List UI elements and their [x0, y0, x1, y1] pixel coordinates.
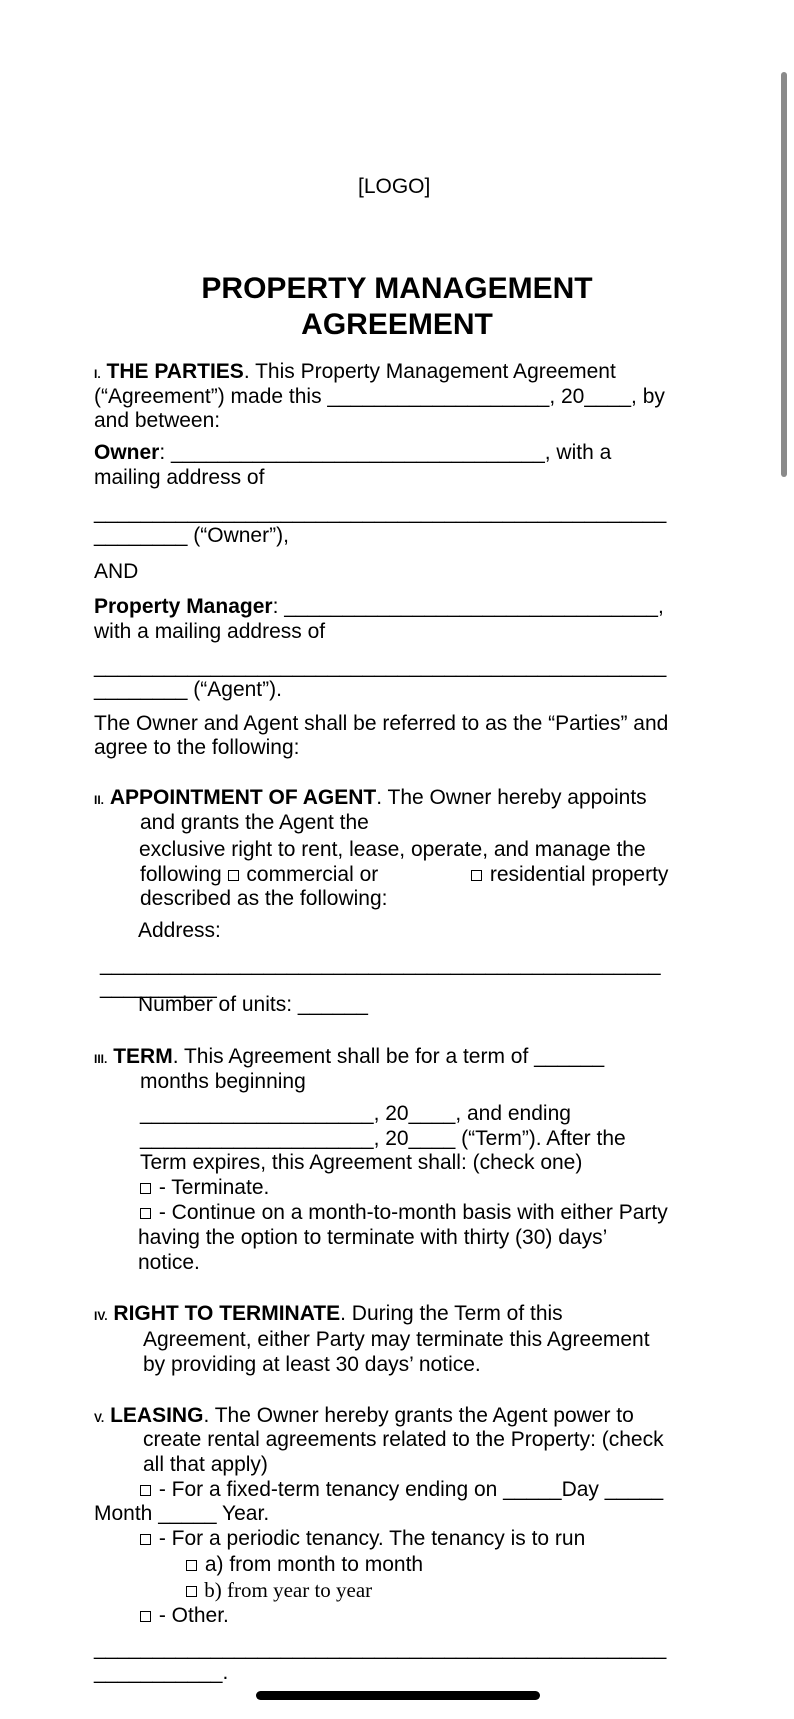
periodic-checkbox[interactable] [140, 1534, 151, 1545]
appointment-heading-line [94, 785, 647, 813]
other-blank-end: ___________. [94, 1661, 229, 1684]
section-numeral: I. [94, 367, 101, 381]
address-blank: ________________________________________________ [100, 953, 661, 976]
appointment-text: exclusive right to rent, lease, operate, and manage the [139, 838, 646, 861]
terminate-checkbox[interactable] [140, 1183, 151, 1194]
pm-address-blank: _________________________________________________ [94, 655, 667, 678]
appointment-text: following [140, 863, 222, 886]
owner-address-blank: _________________________________________________ [94, 501, 667, 524]
section-numeral: V. [94, 1411, 105, 1425]
parties-closing: The Owner and Agent shall be referred to as the “Parties” and [94, 712, 669, 735]
document-title-line1: PROPERTY MANAGEMENT [201, 272, 593, 305]
home-indicator[interactable] [256, 1691, 540, 1700]
year-to-year-checkbox[interactable] [186, 1586, 197, 1597]
appointment-text: described as the following: [140, 887, 388, 910]
owner-name-blank: : ________________________________, with a [159, 441, 612, 464]
commercial-checkbox[interactable] [228, 870, 239, 881]
parties-closing: agree to the following: [94, 736, 300, 759]
section-text: . This Property Management Agreement [243, 360, 616, 383]
section-numeral: II. [94, 793, 105, 807]
owner-text: mailing address of [94, 466, 265, 489]
residential-checkbox[interactable] [471, 870, 482, 881]
terminate-text: by providing at least 30 days’ notice. [143, 1353, 481, 1376]
term-heading-line [94, 1044, 604, 1072]
property-manager-blank: : ________________________________, [272, 595, 664, 618]
pm-line [94, 594, 664, 619]
leasing-text: create rental agreements related to the Property: (check [143, 1428, 664, 1451]
property-manager-label: Property Manager [94, 595, 273, 618]
terminate-label: - Terminate. [158, 1176, 270, 1199]
address-label: Address: [138, 919, 221, 942]
pm-text: with a mailing address of [94, 620, 326, 643]
periodic-label: - For a periodic tenancy. The tenancy is to run [158, 1527, 586, 1550]
section-numeral: III. [94, 1052, 108, 1066]
section-heading: RIGHT TO TERMINATE [113, 1302, 341, 1325]
term-text: having the option to terminate with thirty (30) days’ [138, 1226, 608, 1249]
other-blank: _________________________________________________ [94, 1637, 667, 1660]
document-title-line2: AGREEMENT [301, 308, 493, 341]
year-to-year-label: b) from year to year [204, 1578, 373, 1602]
month-to-month-suboption [186, 1552, 423, 1577]
address-blank-end: __________ [100, 976, 217, 999]
other-checkbox[interactable] [140, 1611, 151, 1622]
property-type-line [140, 862, 378, 887]
month-to-month-sub-checkbox[interactable] [186, 1560, 197, 1571]
residential-label: residential property [489, 863, 669, 886]
fixed-term-label: - For a fixed-term tenancy ending on _____Day _____ [158, 1478, 664, 1501]
and-text: AND [94, 560, 139, 583]
residential-option [471, 862, 668, 887]
section-heading: THE PARTIES [106, 360, 244, 383]
section-heading: TERM [113, 1045, 173, 1068]
section-text: . This Agreement shall be for a term of ______ [172, 1045, 605, 1068]
term-start-date: ____________________, 20____, and ending [140, 1102, 571, 1125]
vertical-scrollbar[interactable] [781, 72, 787, 477]
term-end-date: ____________________, 20____ (“Term”). After the [140, 1127, 626, 1150]
term-text: months beginning [140, 1070, 306, 1093]
section-heading: APPOINTMENT OF AGENT [109, 786, 377, 809]
section-text: . During the Term of this [340, 1302, 563, 1325]
parties-text: (“Agreement”) made this ___________________, 20____, by [94, 385, 665, 408]
fixed-term-checkbox[interactable] [140, 1485, 151, 1496]
month-to-month-sub-label: a) from month to month [204, 1553, 424, 1576]
periodic-option [140, 1526, 585, 1551]
pm-address-end: ________ (“Agent”). [94, 678, 282, 701]
month-to-month-checkbox[interactable] [140, 1208, 151, 1219]
term-text: notice. [138, 1251, 200, 1274]
other-label: - Other. [158, 1604, 229, 1627]
terminate-option [140, 1175, 269, 1200]
section-text: . The Owner hereby grants the Agent power to [203, 1404, 634, 1427]
term-text: Term expires, this Agreement shall: (check one) [140, 1151, 583, 1174]
commercial-label: commercial or [246, 863, 379, 886]
owner-address-end: ________ (“Owner”), [94, 524, 289, 547]
leasing-text: Month _____ Year. [94, 1502, 270, 1525]
section-heading: LEASING [110, 1404, 204, 1427]
section-text: . The Owner hereby appoints [376, 786, 647, 809]
appointment-text: and grants the Agent the [140, 811, 369, 834]
leasing-text: all that apply) [143, 1453, 268, 1476]
parties-text: and between: [94, 409, 221, 432]
continue-option [140, 1200, 668, 1225]
other-option [140, 1603, 229, 1628]
owner-label: Owner [94, 441, 160, 464]
year-to-year-suboption [186, 1578, 372, 1603]
owner-line [94, 440, 611, 465]
terminate-heading-line [94, 1301, 563, 1329]
parties-heading-line [94, 359, 616, 387]
logo-placeholder: [LOGO] [358, 175, 431, 198]
section-numeral: IV. [94, 1309, 108, 1323]
number-of-units: Number of units: ______ [138, 993, 368, 1016]
month-to-month-label: - Continue on a month-to-month basis with either Party [158, 1201, 668, 1224]
fixed-term-option [140, 1477, 663, 1502]
terminate-text: Agreement, either Party may terminate this Agreement [143, 1328, 650, 1351]
